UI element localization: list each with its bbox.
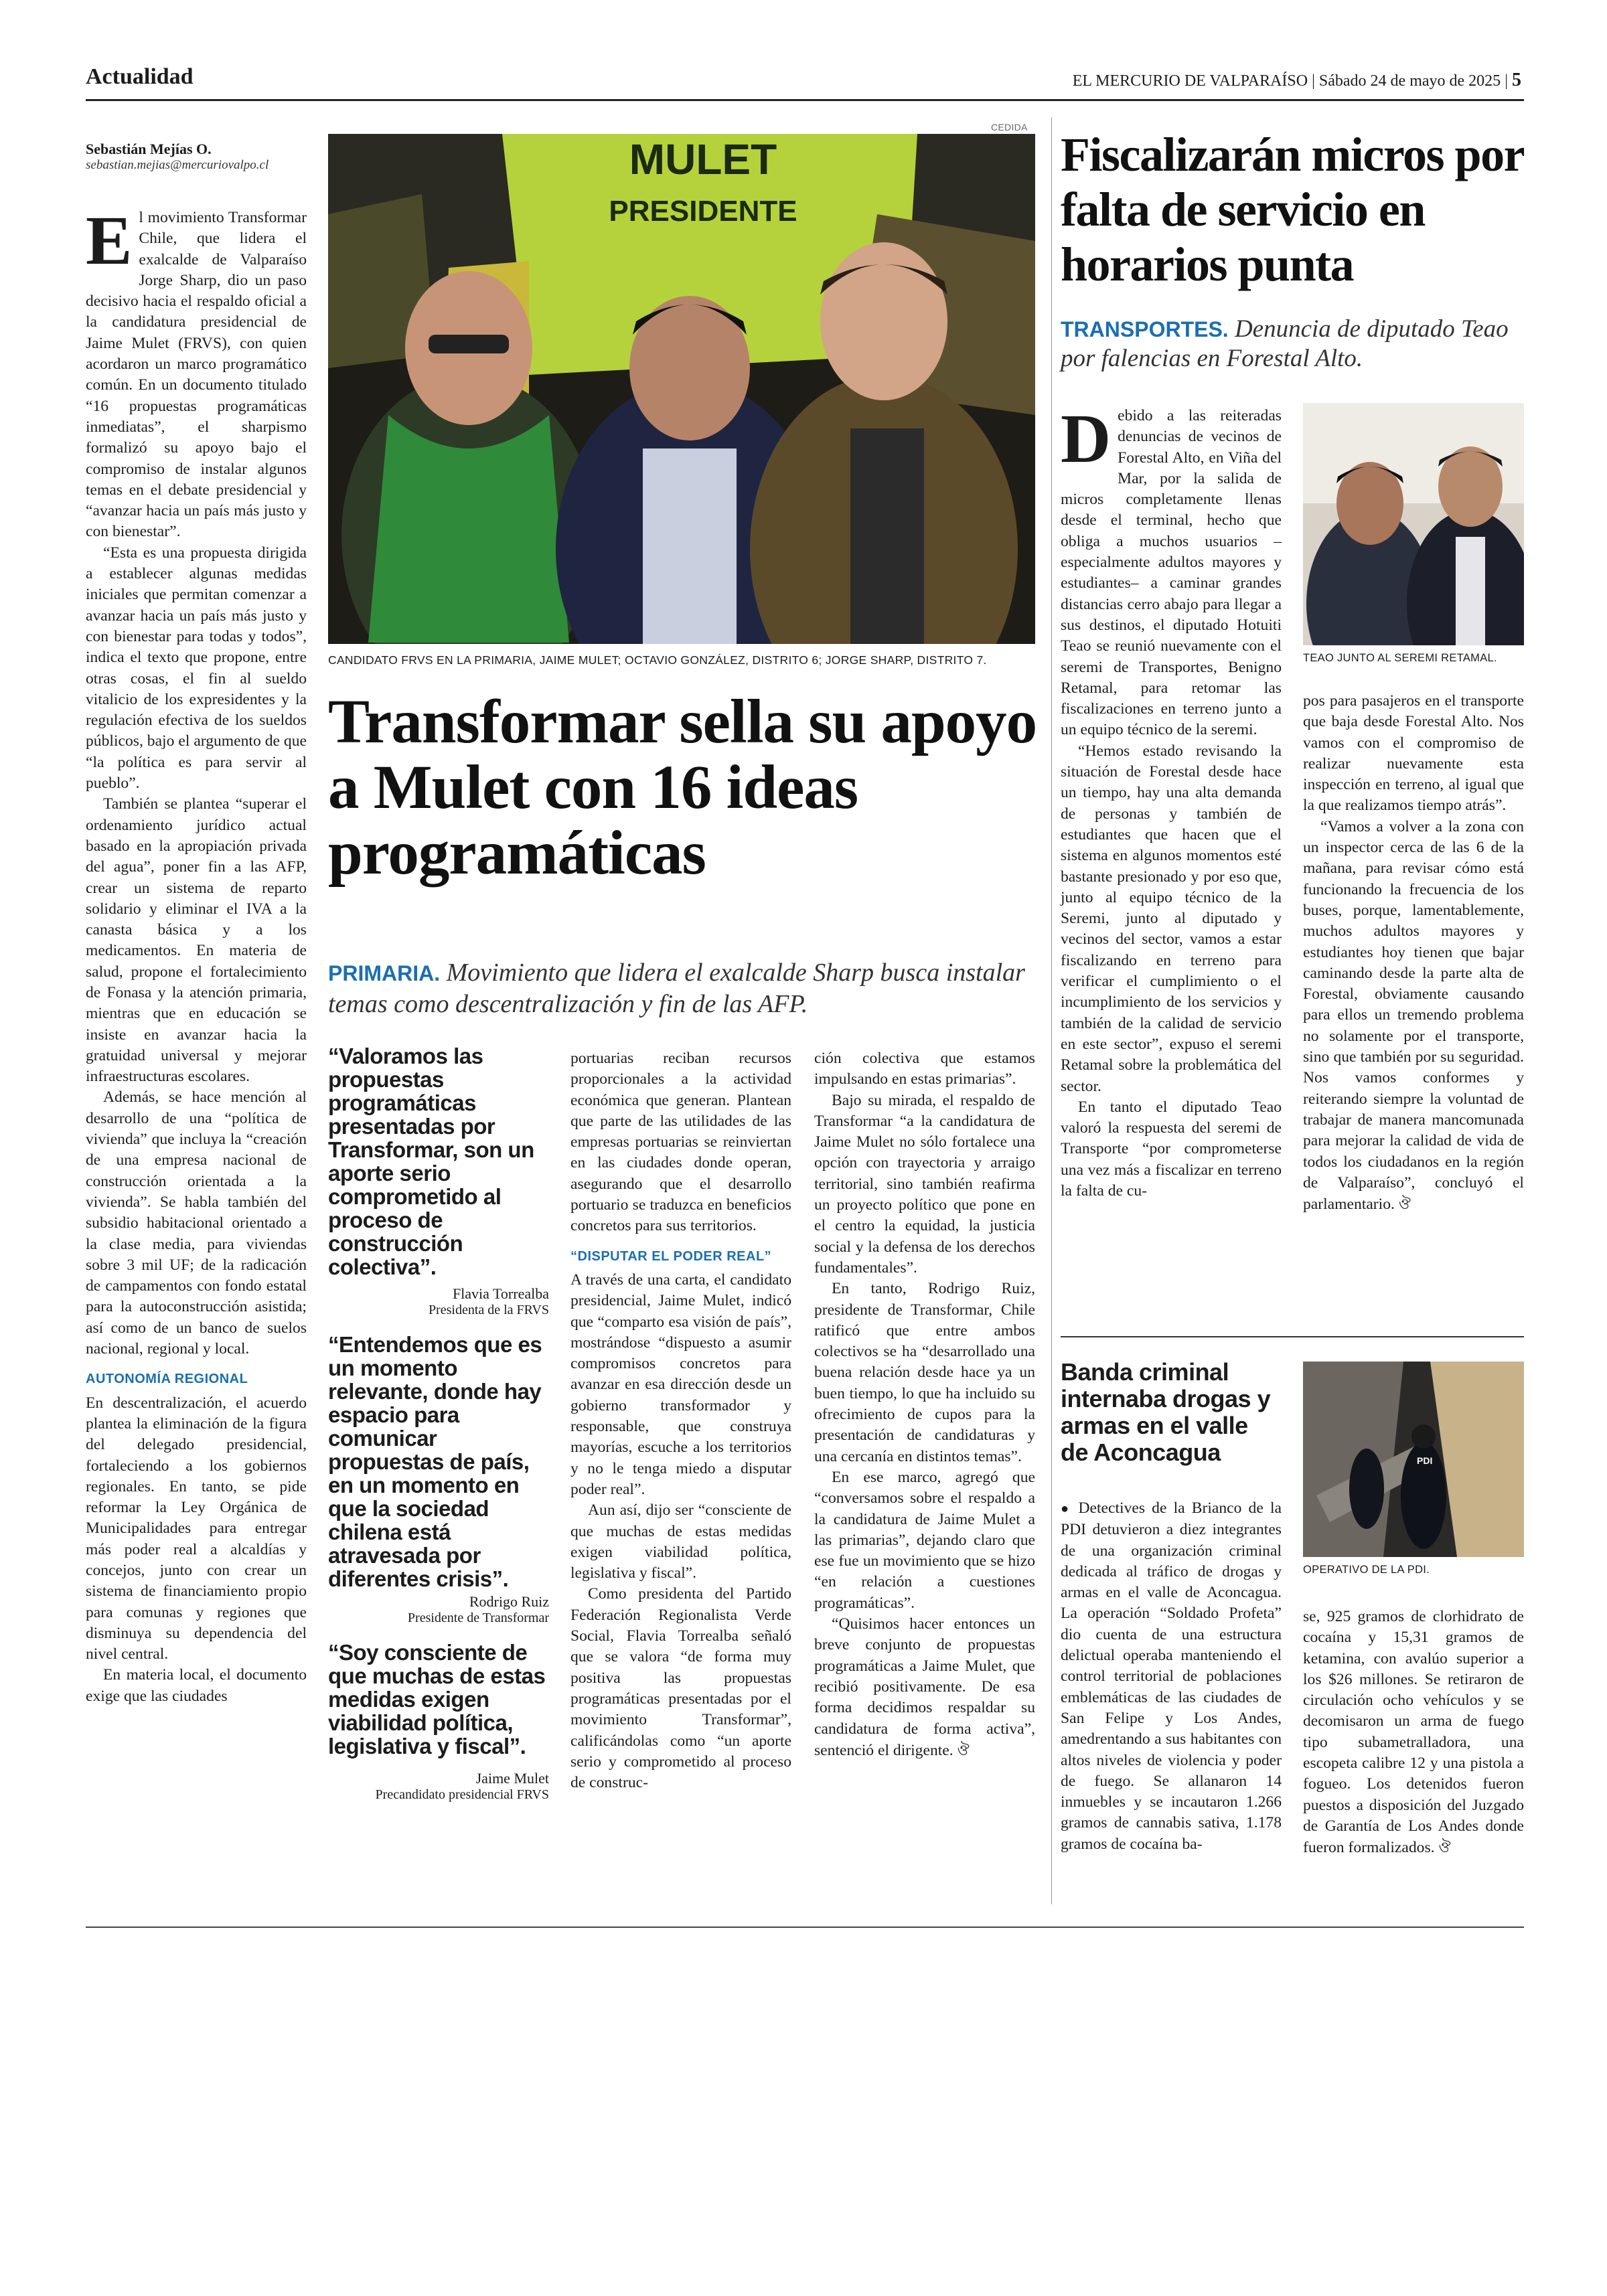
main-kicker-text: Movimiento que lidera el exalcalde Sharp busca instalar temas como descentralización y fin de las AFP. (328, 959, 1025, 1018)
end-mark-icon: ঔ (1398, 1196, 1411, 1213)
quotes-column (328, 1044, 549, 1803)
side-col1-p2: “Hemos estado revisando la situación de Forestal desde hace un tiempo, hay una alta demanda de personas y también de estudiantes que hacen que el sistema en algunos momentos esté bastante presionado y por eso que, junto al equipo técnico de la Seremi, junto al diputado y vecinos del sector, vamos a estar fiscalizando en terreno para verificar el cumplimiento o el incumplimiento de los servicios y también de la calidad de servicio en este sector”, expuso el seremi Retamal sobre la problemática del sector. (1061, 742, 1282, 1095)
end-mark-icon: ঔ (1438, 1839, 1451, 1856)
pdi-badge: PDI (1417, 1455, 1433, 1466)
side-kicker-tag: TRANSPORTES. (1061, 317, 1229, 341)
brief-col2-p1: se, 925 gramos de clorhidrato de cocaína y 15,31 gramos de ketamina, con avalúo superior a los $26 millones. Se retiraron de circulación ocho vehículos y se decomisaron un arma de fuego tipo subametralladora, una escopeta calibre 12 y una pistola a fogueo. Los detenidos fueron puestos a disposición del Juzgado de Garantía de Los Andes donde fueron formalizados. (1303, 1608, 1524, 1857)
quote-name: Rodrigo Ruiz (469, 1593, 549, 1610)
newspaper-name: EL MERCURIO DE VALPARAÍSO (1072, 72, 1308, 90)
page-number: 5 (1512, 70, 1521, 90)
quote-role: Precandidato presidencial FRVS (375, 1787, 549, 1802)
photo-sign-line2: PRESIDENTE (609, 195, 797, 228)
main-kicker-tag: PRIMARIA. (328, 961, 441, 985)
main-col4-p4: En ese marco, agregó que “conversamos sobre el respaldo a la candidatura de Jaime Mulet a las primarias”, dejando claro que ese fue un movimiento que se hizo “en relación a cuestiones programáticas”. (814, 1468, 1035, 1612)
main-col1-p1: l movimiento Transformar Chile, que lidera el exalcalde de Valparaíso Jorge Sharp, dio un paso decisivo hacia el respaldo oficial a la candidatura presidencial de Jaime Mulet (FRVS), con quien acordaron un marco programático común. En un documento titulado “16 propuestas programáticas inmediatas”, el sharpismo formalizó su apoyo bajo el compromiso de instalar algunos temas en el debate presidencial y “avanzar hacia un país más justo y con bienestar”. (86, 209, 307, 541)
main-col4-p2: Bajo su mirada, el respaldo de Transformar “a la candidatura de Jaime Mulet no sólo fortalece una opción con trayectoria y arraigo territorial, sino también reafirma un proyecto político que pone en el centro la equidad, la justicia social y la defensa de los derechos fundamentales”. (814, 1091, 1035, 1277)
end-mark-icon: ঔ (957, 1741, 970, 1758)
brief-photo (1303, 1362, 1524, 1557)
brief-headline: Banda criminal internaba drogas y armas en el valle de Aconcagua (1061, 1358, 1271, 1466)
footer-rule (86, 1926, 1524, 1928)
main-kicker (328, 957, 1038, 1019)
main-col3-p1: portuarias reciban recursos proporcionales a la actividad económica que generan. Plantean que parte de las utilidades de las empresas portuarias se reinviertan en las ciudades donde operan, asegurando que el desarrollo portuario se traduzca en beneficios concretos para sus territorios. (570, 1050, 791, 1235)
quote-text: “Valoramos las propuestas programáticas presentadas por Transformar, son un aporte serio comprometido al proceso de construcción colectiva”. (328, 1044, 534, 1279)
main-col3-p4: Como presidenta del Partido Federación Regionalista Verde Social, Flavia Torrealba señaló que se valora “de forma muy positiva las propuestas programáticas presentadas por el movimiento Transformar”, calificándolas como “un aporte serio y comprometido al proceso de construc- (570, 1585, 791, 1792)
side-col1-p3: En tanto el diputado Teao valoró la respuesta del seremi de Transporte “por comprometerse una vez más a fiscalizar en terreno la falta de cu- (1061, 1098, 1282, 1200)
brief-column-1 (1061, 1498, 1282, 1855)
main-headline: Transformar sella su apoyo a Mulet con 16 ideas programáticas (328, 687, 1037, 888)
main-col3-p2: A través de una carta, el candidato presidencial, Jaime Mulet, indicó que “comparto esa visión de país”, mostrándose “dispuesto a asumir compromisos concretos para avanzar en esa dirección desde un gobierno transformador y responsable, que construya mayorías, escuche a los territorios y no le tenga miedo a disputar poder real”. (570, 1270, 791, 1498)
side-photo (1303, 403, 1524, 645)
side-col1-p1: ebido a las reiteradas denuncias de vecinos de Forestal Alto, en Viña del Mar, por la salida de micros completamente llenas desde el terminal, hecho que obliga a muchos usuarios –especialmente adultos mayores y estudiantes– a caminar grandes distancias cerro abajo para llegar a sus destinos, el diputado Hotuiti Teao se reunió nuevamente con el seremi de Transportes, Benigno Retamal, para retomar las fiscalizaciones en terreno junto a un equipo técnico de la seremi. (1061, 407, 1282, 739)
quote-role: Presidenta de la FRVS (428, 1303, 549, 1317)
quote-text: “Soy consciente de que muchas de estas medidas exigen viabilidad política, legislativa y fiscal”. (328, 1640, 546, 1758)
main-col4-p3: En tanto, Rodrigo Ruiz, presidente de Transformar, Chile ratificó que entre ambos colectivos se ha “desarrollado una buena relación desde hace ya un buen tiempo, lo que ha incluido su ofrecimiento de cupos para la presentación de candidaturas y una cercanía en distintos temas”. (814, 1280, 1035, 1465)
main-col1-p6: En materia local, el documento exige que las ciudades (86, 1666, 307, 1705)
side-kicker-text: Denuncia de diputado Teao por falencias en Forestal Alto. (1061, 315, 1509, 372)
quote-block (328, 1333, 549, 1626)
main-col1-p2: “Esta es una propuesta dirigida a establecer algunas medidas iniciales que permitan comenzar a avanzar hacia un país más justo y con bienestar para todas y todos”, indica el texto que propone, entre otras cosas, el fin al sueldo vitalicio de los expresidentes y la regulación efectiva de los sueldos públicos, bajo el argumento de que “la política es para servir al pueblo”. (86, 544, 307, 793)
side-kicker (1061, 315, 1529, 374)
author-email: sebastian.mejias@mercuriovalpo.cl (86, 158, 269, 172)
main-col4-p1: ción colectiva que estamos impulsando en estas primarias”. (814, 1050, 1035, 1088)
subhead-disputar: “DISPUTAR EL PODER REAL” (570, 1248, 772, 1264)
main-photo-image (328, 134, 1035, 644)
column-divider (1051, 117, 1052, 1904)
main-column-3 (570, 1048, 791, 1793)
quote-name: Jaime Mulet (475, 1770, 549, 1787)
main-column-1 (86, 202, 307, 1707)
photo-sign-line1: MULET (629, 135, 777, 183)
quote-block (328, 1641, 549, 1803)
side-column-2 (1303, 691, 1524, 1215)
side-col2-p1: pos para pasajeros en el transporte que baja desde Forestal Alto. Nos vamos con el compromiso de realizar nuevamente esta inspección en terreno, al igual que la que realizamos tiempo atrás”. (1303, 692, 1524, 815)
main-col4-p5-text: “Quisimos hacer entonces un breve conjunto de propuestas programáticas a Jaime Mulet, que recibió positivamente. De esa forma decidimos respaldar su candidatura de forma activa”, sentenció el dirigente. (814, 1615, 1035, 1759)
main-photo-caption: CANDIDATO FRVS EN LA PRIMARIA, JAIME MULET; OCTAVIO GONZÁLEZ, DISTRITO 6; JORGE SHARP, DISTRITO 7. (328, 653, 987, 667)
side-photo-image (1303, 403, 1524, 645)
author-name: Sebastián Mejías O. (86, 141, 212, 157)
main-col1-p3: También se plantea “superar el ordenamiento jurídico actual basado en la apropiación privada del agua”, poner fin a las AFP, crear un sistema de reparto solidario y eliminar el IVA a la canasta básica y a los medicamentos. En materia de salud, propone el fortalecimiento de Fonasa y la atención primaria, mientras que en educación se insiste en avanzar hacia la gratuidad universal y mejorar infraestructuras escolares. (86, 795, 307, 1086)
brief-photo-caption: OPERATIVO DE LA PDI. (1303, 1564, 1430, 1576)
brief-column-2 (1303, 1607, 1524, 1859)
section-title: Actualidad (86, 64, 194, 89)
side-column-1 (1061, 400, 1282, 1202)
header-rule (86, 99, 1524, 101)
side-col2-p2 (1303, 817, 1524, 1216)
main-column-4 (814, 1048, 1035, 1761)
brief-photo-image (1303, 1362, 1524, 1557)
main-photo (328, 134, 1035, 644)
subhead-autonomia: AUTONOMÍA REGIONAL (86, 1372, 248, 1387)
brief-rule (1061, 1336, 1524, 1337)
photo-credit: CEDIDA (991, 122, 1028, 133)
quote-text: “Entendemos que es un momento relevante, donde hay espacio para comunicar propuestas de país, en un momento en que la sociedad chilena está atravesada por diferentes crisis”. (328, 1332, 542, 1591)
side-dropcap: D (1061, 400, 1112, 477)
byline (86, 141, 307, 173)
main-dropcap: E (86, 202, 133, 279)
main-col1-p4: Además, se hace mención al desarrollo de una “política de vivienda” que incluya la “creación de una empresa nacional de construcción orientada a la vivienda”. Se habla también del subsidio habitacional orientado a la clase media, para viviendas sobre 3 mil UF; de la radicación de campamentos con fondo estatal para la autoconstrucción asistida; así como de un banco de suelos nacional, regional y local. (86, 1088, 307, 1358)
quote-block (328, 1044, 549, 1318)
side-headline: Fiscalizarán micros por falta de servicio en horarios punta (1061, 128, 1523, 291)
side-photo-caption: TEAO JUNTO AL SEREMI RETAMAL. (1303, 652, 1497, 664)
bullet-icon: ● (1061, 1501, 1072, 1516)
side-col2-p2-text: “Vamos a volver a la zona con un inspector cerca de las 6 de la mañana, para revisar cómo está funcionando la frecuencia de los buses, porque, lamentablemente, muchos adultos mayores y estudiantes hoy tienen que bajar caminando desde la parte alta de Forestal, obviamente causando para ellos un tremendo problema no solamente por el transporte, sino que también por su seguridad. Nos vamos conformes y reiterando siempre la voluntad de trabajar de manera mancomunada para mejorar la calidad de vida de todos los ciudadanos en la región de Valparaíso”, concluyó el parlamentario. (1303, 817, 1524, 1214)
main-col3-p3: Aun así, dijo ser “consciente de que muchas de estas medidas exigen viabilidad política, legislativa y fiscal”. (570, 1501, 791, 1582)
issue-date: Sábado 24 de mayo de 2025 (1318, 72, 1501, 90)
brief-col1-p1: Detectives de la Brianco de la PDI detuvieron a diez integrantes de una organización criminal dedicada al tráfico de drogas y armas en el valle de Aconcagua. La operación “Soldado Profeta” dio cuenta de una estructura delictual operaba manteniendo el control territorial de poblaciones emblemáticas de las ciudades de San Felipe y Los Andes, amedrentando a sus habitantes con altos niveles de violencia y poder de fuego. Se allanaron 14 inmuebles y se incautaron 1.266 gramos de cannabis sativa, 1.178 gramos de cocaína ba- (1061, 1499, 1282, 1853)
quote-name: Flavia Torrealba (452, 1285, 549, 1302)
main-col4-p5 (814, 1614, 1035, 1761)
masthead: EL MERCURIO DE VALPARAÍSO | Sábado 24 de mayo de 2025 | 5 (1072, 70, 1521, 90)
quote-role: Presidente de Transformar (407, 1611, 549, 1625)
main-col1-p5: En descentralización, el acuerdo plantea la eliminación de la figura del delegado presidencial, fortaleciendo a los gobiernos regionales. En tanto, se pide reformar la Ley Orgánica de Municipalidades para entregar más poder real a alcaldías y concejos, junto con crear un sistema de financiamiento propio para comunas y regiones que disminuya su dependencia del nivel central. (86, 1394, 307, 1663)
